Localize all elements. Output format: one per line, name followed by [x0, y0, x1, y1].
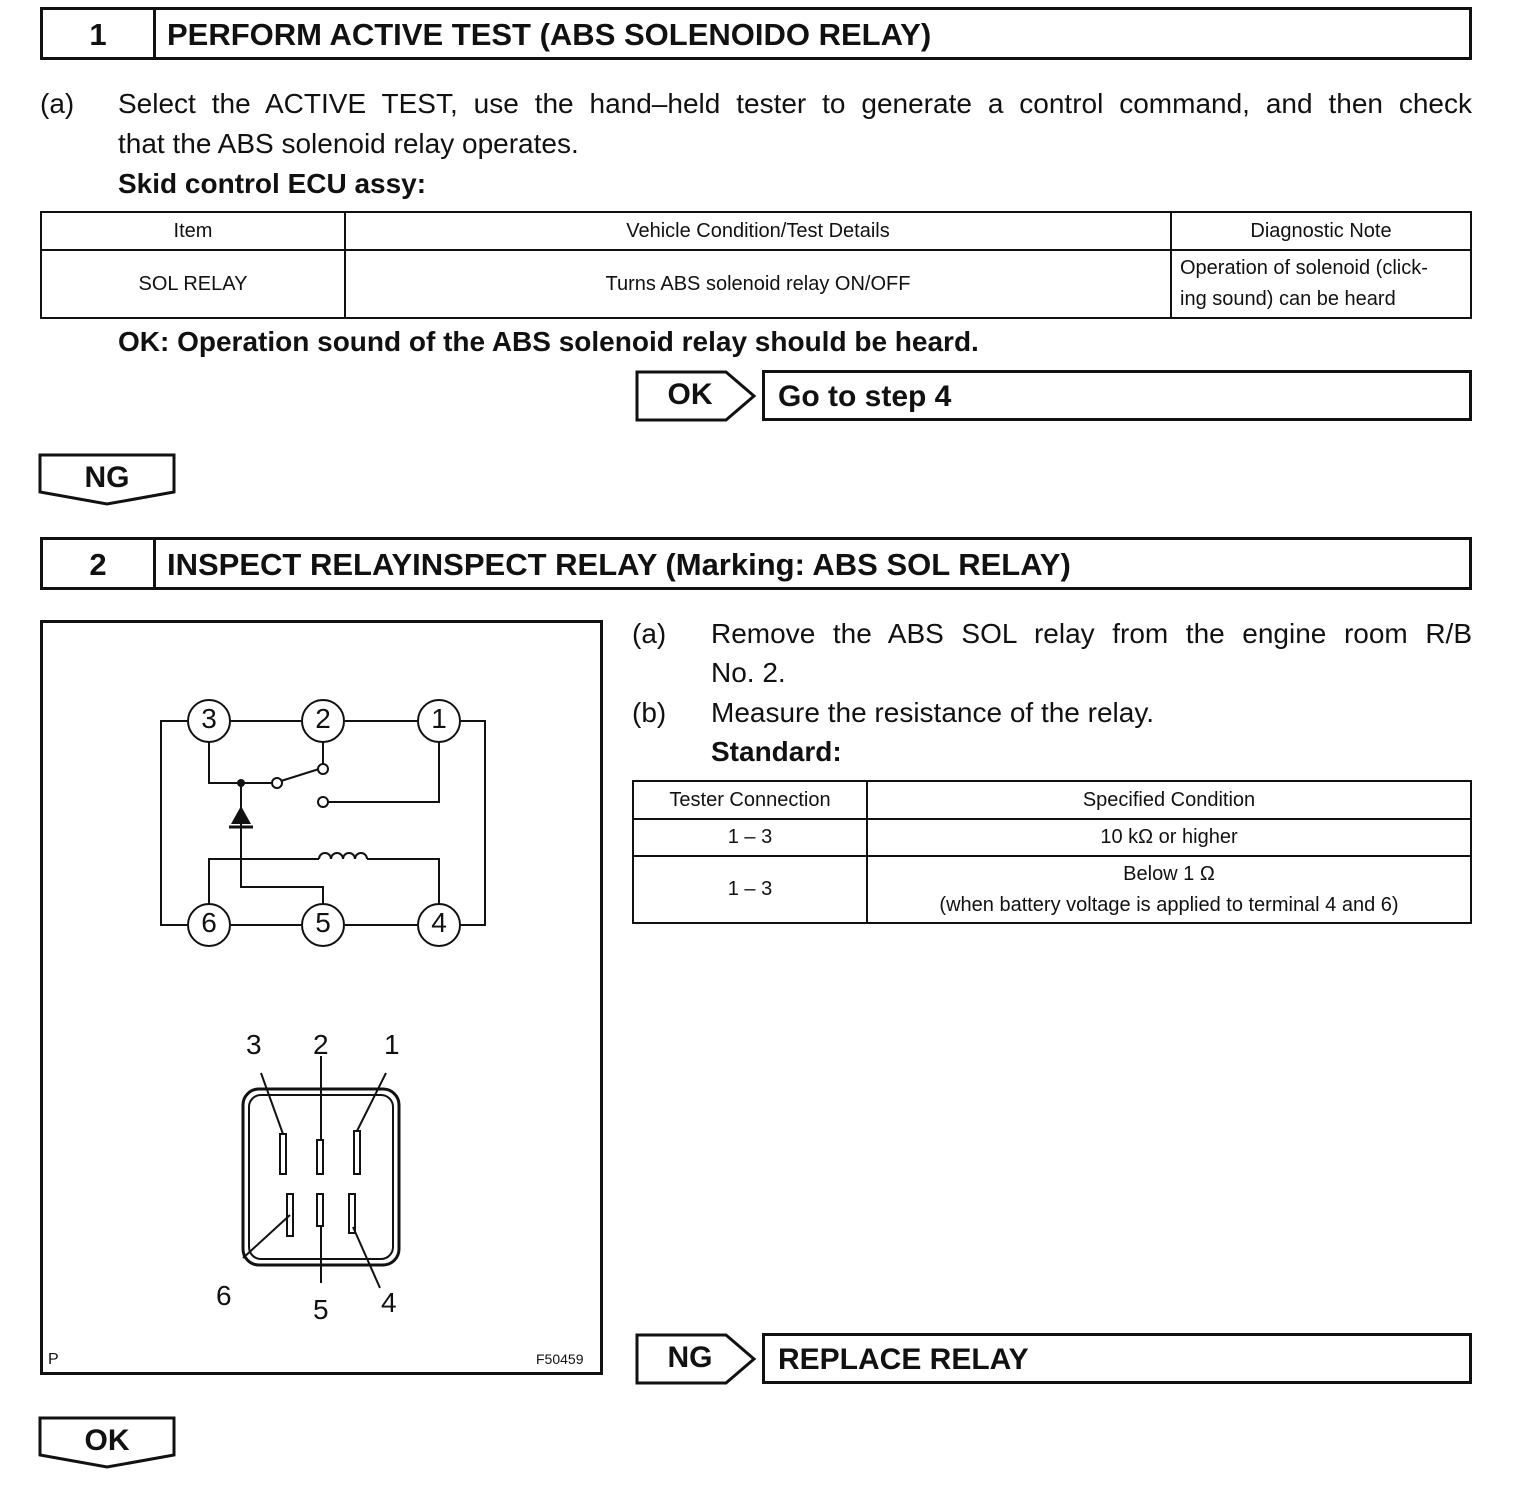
- step2-title: INSPECT RELAYINSPECT RELAY (Marking: ABS SOL RELAY): [167, 547, 1071, 582]
- step1-item-a-line2: that the ABS solenoid relay operates.: [118, 128, 579, 159]
- ng-arrow-label: NG: [667, 1341, 713, 1374]
- step1-header: [40, 7, 1472, 60]
- schematic-terminal-3: 3: [201, 703, 217, 734]
- step2-header-divider: [153, 540, 156, 587]
- connector-label-2: 2: [313, 1029, 329, 1060]
- step2-table-row1-connection: 1 – 3: [633, 819, 867, 856]
- connector-label-5: 5: [313, 1294, 329, 1325]
- relay-schematic-diagram: [43, 623, 600, 1372]
- replace-relay-label: REPLACE RELAY: [778, 1343, 1029, 1376]
- go-to-step-4-label: Go to step 4: [778, 380, 952, 413]
- connector-label-1: 1: [384, 1029, 400, 1060]
- step2-table-row2-condition-line1: Below 1 Ω: [1123, 862, 1215, 885]
- relay-figure: [40, 620, 603, 1375]
- step1-table-header-note: Diagnostic Note: [1171, 212, 1471, 250]
- step2-table-header-connection: Tester Connection: [633, 781, 867, 819]
- step2-item-b-label: (b): [632, 697, 667, 728]
- replace-relay-box: [762, 1333, 1472, 1384]
- step2-item-a-label: (a): [632, 618, 667, 649]
- connector-label-3: 3: [246, 1029, 262, 1060]
- step1-table-note-line2: ing sound) can be heard: [1180, 288, 1396, 310]
- figure-id: F50459: [536, 1351, 584, 1367]
- ok-down-label: OK: [84, 1424, 130, 1457]
- step1-table-header-item: Item: [41, 212, 345, 250]
- step2-item-b-line1: Measure the resistance of the relay.: [711, 697, 1155, 728]
- step2-number: 2: [89, 547, 107, 582]
- step2-table-header-condition: Specified Condition: [867, 781, 1471, 819]
- step2-table-row1-condition: 10 kΩ or higher: [867, 819, 1471, 856]
- go-to-step-4-box: [762, 370, 1472, 421]
- schematic-terminal-4: 4: [431, 907, 447, 938]
- step1-table-item: SOL RELAY: [41, 250, 345, 318]
- step1-table-details: Turns ABS solenoid relay ON/OFF: [345, 250, 1171, 318]
- step1-table: [40, 211, 1472, 319]
- step2-table-row2-connection: 1 – 3: [633, 856, 867, 923]
- connector-label-4: 4: [381, 1287, 397, 1318]
- step1-item-a-label: (a): [40, 88, 75, 119]
- step2-table-row2-condition: [867, 856, 1471, 923]
- schematic-terminal-6: 6: [201, 907, 217, 938]
- step2-table-row2-condition-line2: (when battery voltage is applied to terminal 4 and 6): [939, 893, 1399, 916]
- step2-item-a-line2: No. 2.: [711, 657, 786, 688]
- step1-title: PERFORM ACTIVE TEST (ABS SOLENOIDO RELAY): [167, 17, 932, 52]
- step1-table-header-details: Vehicle Condition/Test Details: [345, 212, 1171, 250]
- figure-corner-mark: P: [48, 1351, 59, 1368]
- step1-table-note: [1171, 250, 1471, 318]
- step2-standard-label: Standard:: [711, 736, 842, 767]
- step2-item-a-line1: Remove the ABS SOL relay from the engine room R/B: [711, 618, 1472, 649]
- ng-down-label: NG: [84, 461, 130, 494]
- ok-arrow-label: OK: [667, 378, 713, 411]
- step1-table-note-line1: Operation of solenoid (click-: [1180, 257, 1428, 279]
- step1-ok-criteria: OK: Operation sound of the ABS solenoid relay should be heard.: [118, 326, 979, 357]
- step2-table: [632, 780, 1472, 924]
- step1-number: 1: [89, 17, 107, 52]
- step2-header: [40, 537, 1472, 590]
- connector-label-6: 6: [216, 1280, 232, 1311]
- step1-subheading: Skid control ECU assy:: [118, 168, 427, 199]
- schematic-terminal-5: 5: [315, 907, 331, 938]
- schematic-terminal-2: 2: [315, 703, 331, 734]
- step1-item-a-line1: Select the ACTIVE TEST, use the hand–held tester to generate a control command, and then check: [118, 88, 1472, 119]
- step1-header-divider: [153, 10, 156, 57]
- schematic-terminal-1: 1: [431, 703, 447, 734]
